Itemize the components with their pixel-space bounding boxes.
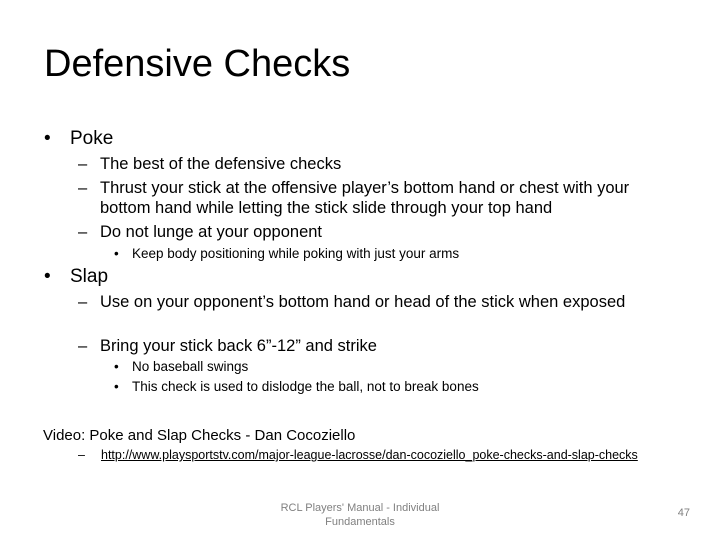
sub-sub-bullet-text: No baseball swings xyxy=(132,359,249,374)
bullet-label: Poke xyxy=(70,128,114,149)
video-label: Video: Poke and Slap Checks - Dan Cocoziello xyxy=(43,427,356,444)
sub-sub-bullet-marker: • xyxy=(114,359,119,374)
footer-text: RCL Players' Manual - Individual Fundamentals xyxy=(280,502,440,528)
sub-bullet-marker: – xyxy=(78,337,88,355)
bullet-marker: • xyxy=(44,266,51,287)
sub-bullet-marker: – xyxy=(78,293,88,311)
sub-sub-bullet-text: This check is used to dislodge the ball, not to break bones xyxy=(132,379,479,394)
page-number: 47 xyxy=(677,507,690,519)
slide-title: Defensive Checks xyxy=(44,43,351,85)
video-link-row xyxy=(78,448,678,462)
bullet-label: Slap xyxy=(70,266,109,287)
sub-bullet xyxy=(78,222,678,242)
sub-bullet xyxy=(78,292,638,312)
sub-bullet xyxy=(78,154,678,174)
sub-bullet-text: The best of the defensive checks xyxy=(100,155,342,173)
sub-bullet-marker: – xyxy=(78,155,88,173)
sub-bullet-marker: – xyxy=(78,223,88,241)
sub-bullet xyxy=(78,336,678,356)
sub-bullet-text: Bring your stick back 6”-12” and strike xyxy=(100,337,377,355)
sub-bullet xyxy=(78,178,678,218)
sub-sub-bullet-marker: • xyxy=(114,246,119,261)
sub-bullet-text: Thrust your stick at the offensive player’s bottom hand or chest with your bottom hand while letting the stick slide through your top hand xyxy=(100,179,630,217)
video-link[interactable]: http://www.playsportstv.com/major-league-lacrosse/dan-cocoziello_poke-checks-and-slap-checks xyxy=(101,448,638,462)
sub-sub-bullet-marker: • xyxy=(114,379,119,394)
sub-bullet-marker: – xyxy=(78,179,88,197)
link-marker: – xyxy=(78,448,85,462)
sub-bullet-text: Use on your opponent’s bottom hand or head of the stick when exposed xyxy=(100,293,626,311)
sub-sub-bullet-text: Keep body positioning while poking with just your arms xyxy=(132,246,460,261)
sub-bullet-text: Do not lunge at your opponent xyxy=(100,223,323,241)
bullet-marker: • xyxy=(44,128,51,149)
